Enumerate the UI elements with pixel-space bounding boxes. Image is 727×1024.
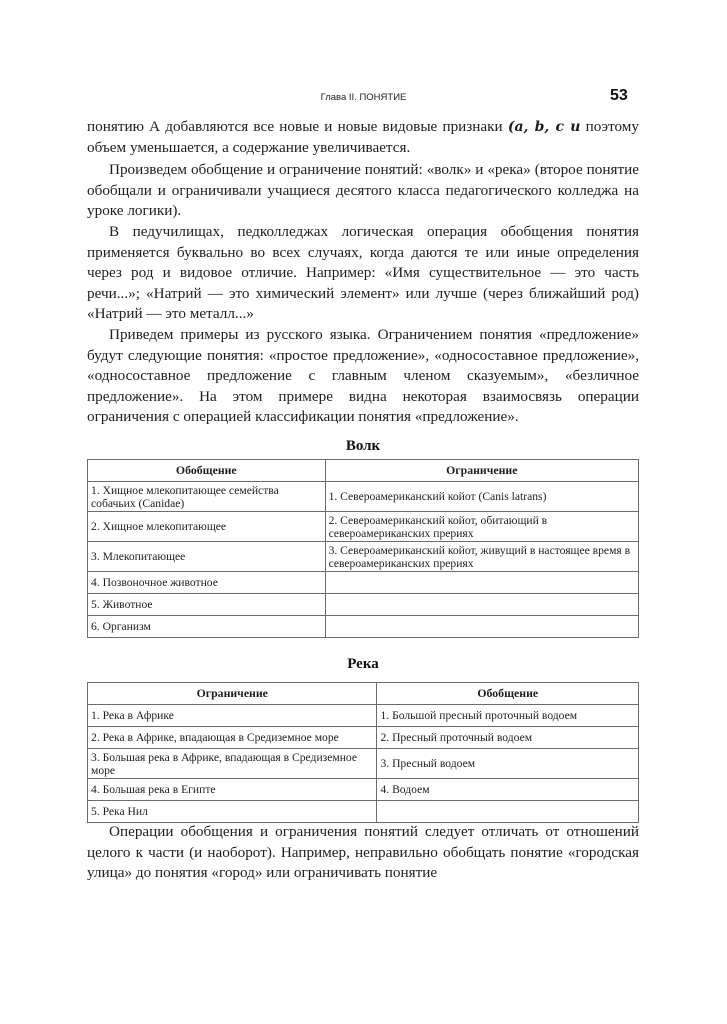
chapter-title: Глава II. ПОНЯТИЕ: [320, 92, 407, 103]
table-row: [88, 727, 639, 749]
table-cell: [325, 594, 638, 616]
table-row: [88, 779, 639, 801]
table-cell: 1. Хищное млекопитающее семейства собачьих (Canidae): [88, 482, 326, 512]
table-cell: 1. Река в Африке: [88, 705, 377, 727]
table-row: [88, 749, 639, 779]
table-row: [88, 572, 639, 594]
table-cell: [377, 801, 639, 823]
table-cell: 2. Североамериканский койот, обитающий в североамериканских прериях: [325, 512, 638, 542]
column-header: Обобщение: [377, 683, 639, 705]
column-header: Ограничение: [325, 460, 638, 482]
paragraph-3: В педучилищах, педколледжах логическая операция обобщения понятия применяется буквально во всех случаях, когда даются те или иные определения через род и видовое отличие. Например: «Имя существительное — это часть речи...»; «Натрий — это химический элемент» или лучше (через ближайший род) «Натрий — это металл...»: [87, 223, 639, 323]
table-row: [88, 616, 639, 638]
table-river: [87, 682, 639, 823]
table-cell: 1. Североамериканский койот (Canis latrans): [325, 482, 638, 512]
paragraph-1-text-end: поэтому объем уменьшается, а содержание увеличивается.: [87, 118, 640, 156]
table-cell: 2. Хищное млекопитающее: [88, 512, 326, 542]
table-cell: 2. Река в Африке, впадающая в Средиземное море: [88, 727, 377, 749]
table-cell: 3. Североамериканский койот, живущий в настоящее время в североамериканских прериях: [325, 542, 638, 572]
table-cell: 6. Организм: [88, 616, 326, 638]
table-cell: 3. Млекопитающее: [88, 542, 326, 572]
table-cell: [325, 572, 638, 594]
column-header: Ограничение: [88, 683, 377, 705]
table-cell: 2. Пресный проточный водоем: [377, 727, 639, 749]
table-cell: 4. Большая река в Египте: [88, 779, 377, 801]
table-cell: 4. Позвоночное животное: [88, 572, 326, 594]
table-wolf: [87, 459, 639, 638]
page-number: 53: [610, 87, 628, 104]
table-row: [88, 705, 639, 727]
column-header: Обобщение: [88, 460, 326, 482]
table-river-caption: Река: [347, 656, 379, 672]
paragraph-1: [87, 117, 639, 158]
table-row: [88, 482, 639, 512]
paragraph-1-text-start: понятию А добавляются все новые и новые видовые признаки: [87, 118, 508, 135]
table-cell: 5. Животное: [88, 594, 326, 616]
table-header-row: [88, 683, 639, 705]
table-cell: 3. Большая река в Африке, впадающая в Средиземное море: [88, 749, 377, 779]
table-row: [88, 512, 639, 542]
table-cell: 3. Пресный водоем: [377, 749, 639, 779]
table-cell: 5. Река Нил: [88, 801, 377, 823]
table-cell: [325, 616, 638, 638]
paragraph-4: Приведем примеры из русского языка. Ограничением понятия «предложение» будут следующие понятия: «простое предложение», «односоставное предложение», «односоставное предложение с главным членом сказуемым», «безличное предложение». На этом примере видна некоторая взаимосвязь операции ограничения с операцией классификации понятия «предложение».: [87, 326, 639, 426]
table-row: [88, 594, 639, 616]
handwritten-annotation: (a, b, c и: [507, 119, 581, 135]
paragraph-5: Операции обобщения и ограничения понятий следует отличать от отношений целого к части (и наоборот). Например, неправильно обобщать понятие «городская улица» до понятия «город» или ограничивать понятие: [87, 823, 639, 882]
table-cell: 1. Большой пресный проточный водоем: [377, 705, 639, 727]
table-header-row: [88, 460, 639, 482]
paragraph-2: Произведем обобщение и ограничение понятий: «волк» и «река» (второе понятие обобщали и ограничивали учащиеся десятого класса педагогического колледжа на уроке логики).: [87, 161, 639, 220]
table-row: [88, 801, 639, 823]
table-wolf-caption: Волк: [345, 438, 381, 454]
table-cell: 4. Водоем: [377, 779, 639, 801]
table-row: [88, 542, 639, 572]
